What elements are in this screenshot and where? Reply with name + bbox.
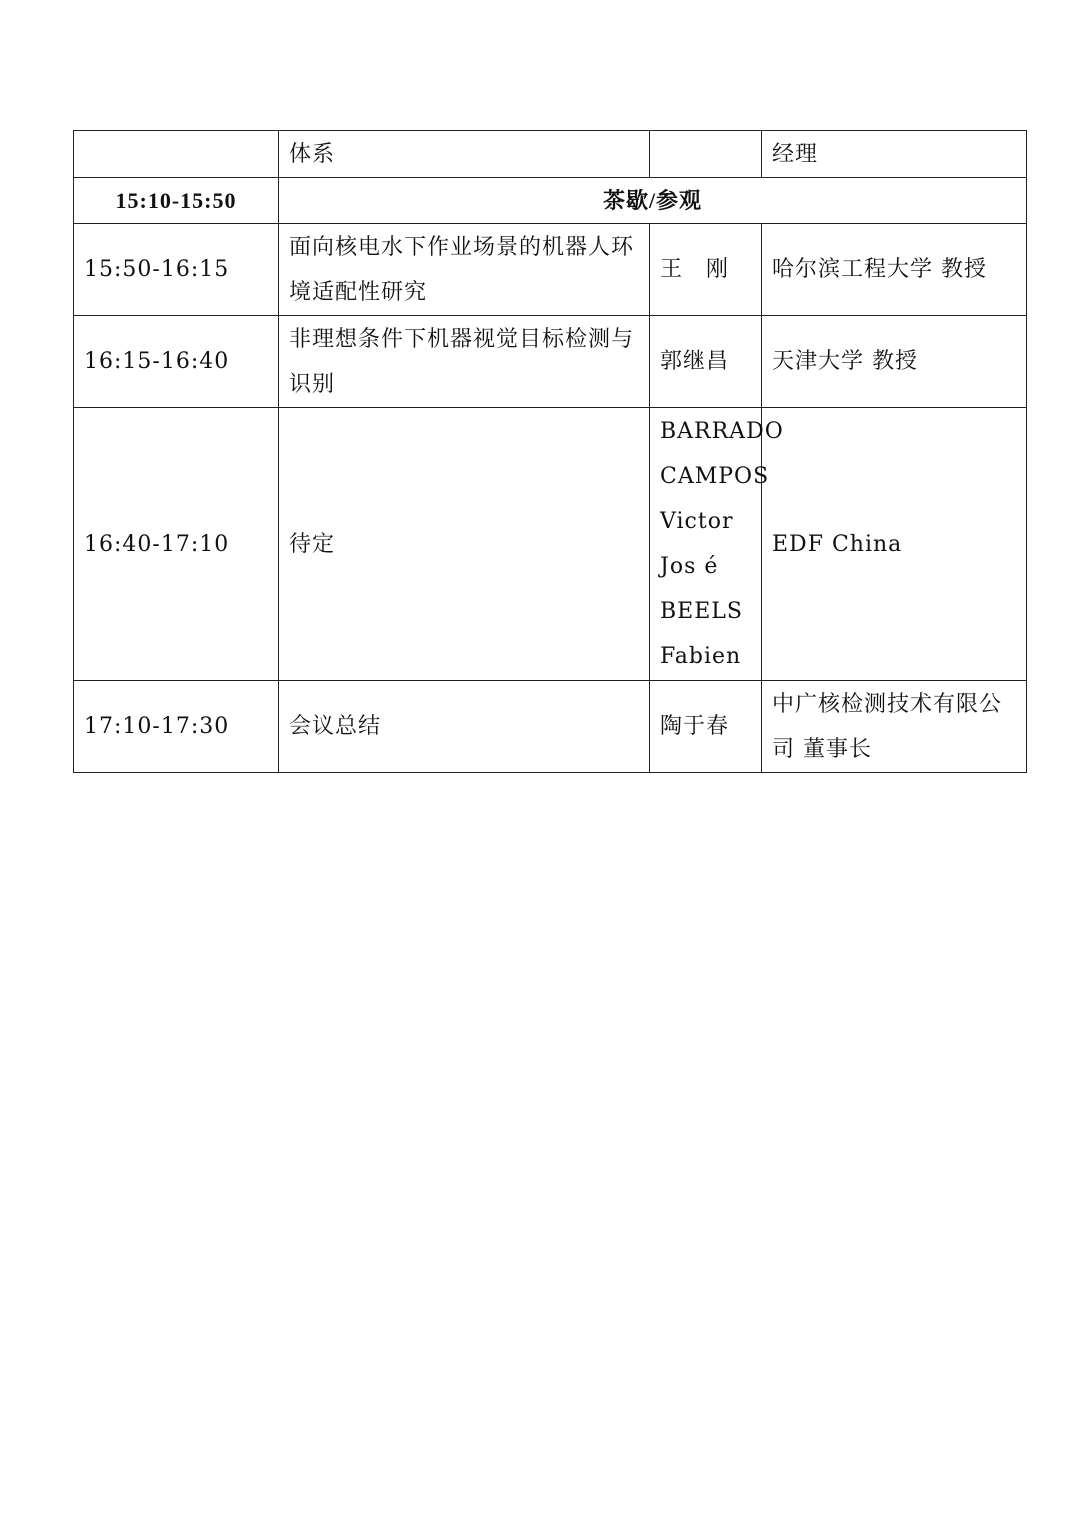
topic-cell: 待定 (279, 408, 650, 681)
organization-cell: EDF China (762, 408, 1027, 681)
time-cell (74, 131, 279, 178)
speaker-name-line: Victor (660, 509, 734, 534)
organization-cell: 天津大学 教授 (762, 316, 1027, 408)
organization-cell: 经理 (762, 131, 1027, 178)
topic-cell: 面向核电水下作业场景的机器人环境适配性研究 (279, 224, 650, 316)
table-row (74, 131, 1027, 178)
table-row (74, 224, 1027, 316)
table-row (74, 316, 1027, 408)
speaker-cell: 郭继昌 (650, 316, 762, 408)
speaker-name-line: BARRADO (660, 419, 784, 444)
speaker-name-line: BEELS (660, 599, 743, 624)
break-label-cell: 茶歇/参观 (279, 178, 1027, 224)
time-cell: 16:15-16:40 (74, 316, 279, 408)
speaker-name-line: CAMPOS (660, 464, 770, 489)
table-row-break (74, 178, 1027, 224)
organization-cell: 中广核检测技术有限公司 董事长 (762, 681, 1027, 773)
speaker-name-line: Fabien (660, 644, 742, 669)
speaker-cell (650, 408, 784, 681)
time-cell: 17:10-17:30 (74, 681, 279, 773)
speaker-cell: 王 刚 (650, 224, 762, 316)
topic-cell: 体系 (279, 131, 650, 178)
topic-cell: 会议总结 (279, 681, 650, 773)
table-row (74, 681, 1027, 773)
speaker-cell: 陶于春 (650, 681, 762, 773)
table-row (74, 408, 1027, 681)
time-cell: 16:40-17:10 (74, 408, 279, 681)
schedule-table (73, 130, 1027, 773)
speaker-cell (650, 131, 762, 178)
speaker-name-line: Jos é (660, 554, 719, 579)
time-cell: 15:10-15:50 (74, 178, 279, 224)
time-cell: 15:50-16:15 (74, 224, 279, 316)
topic-cell: 非理想条件下机器视觉目标检测与识别 (279, 316, 650, 408)
organization-cell: 哈尔滨工程大学 教授 (762, 224, 1027, 316)
